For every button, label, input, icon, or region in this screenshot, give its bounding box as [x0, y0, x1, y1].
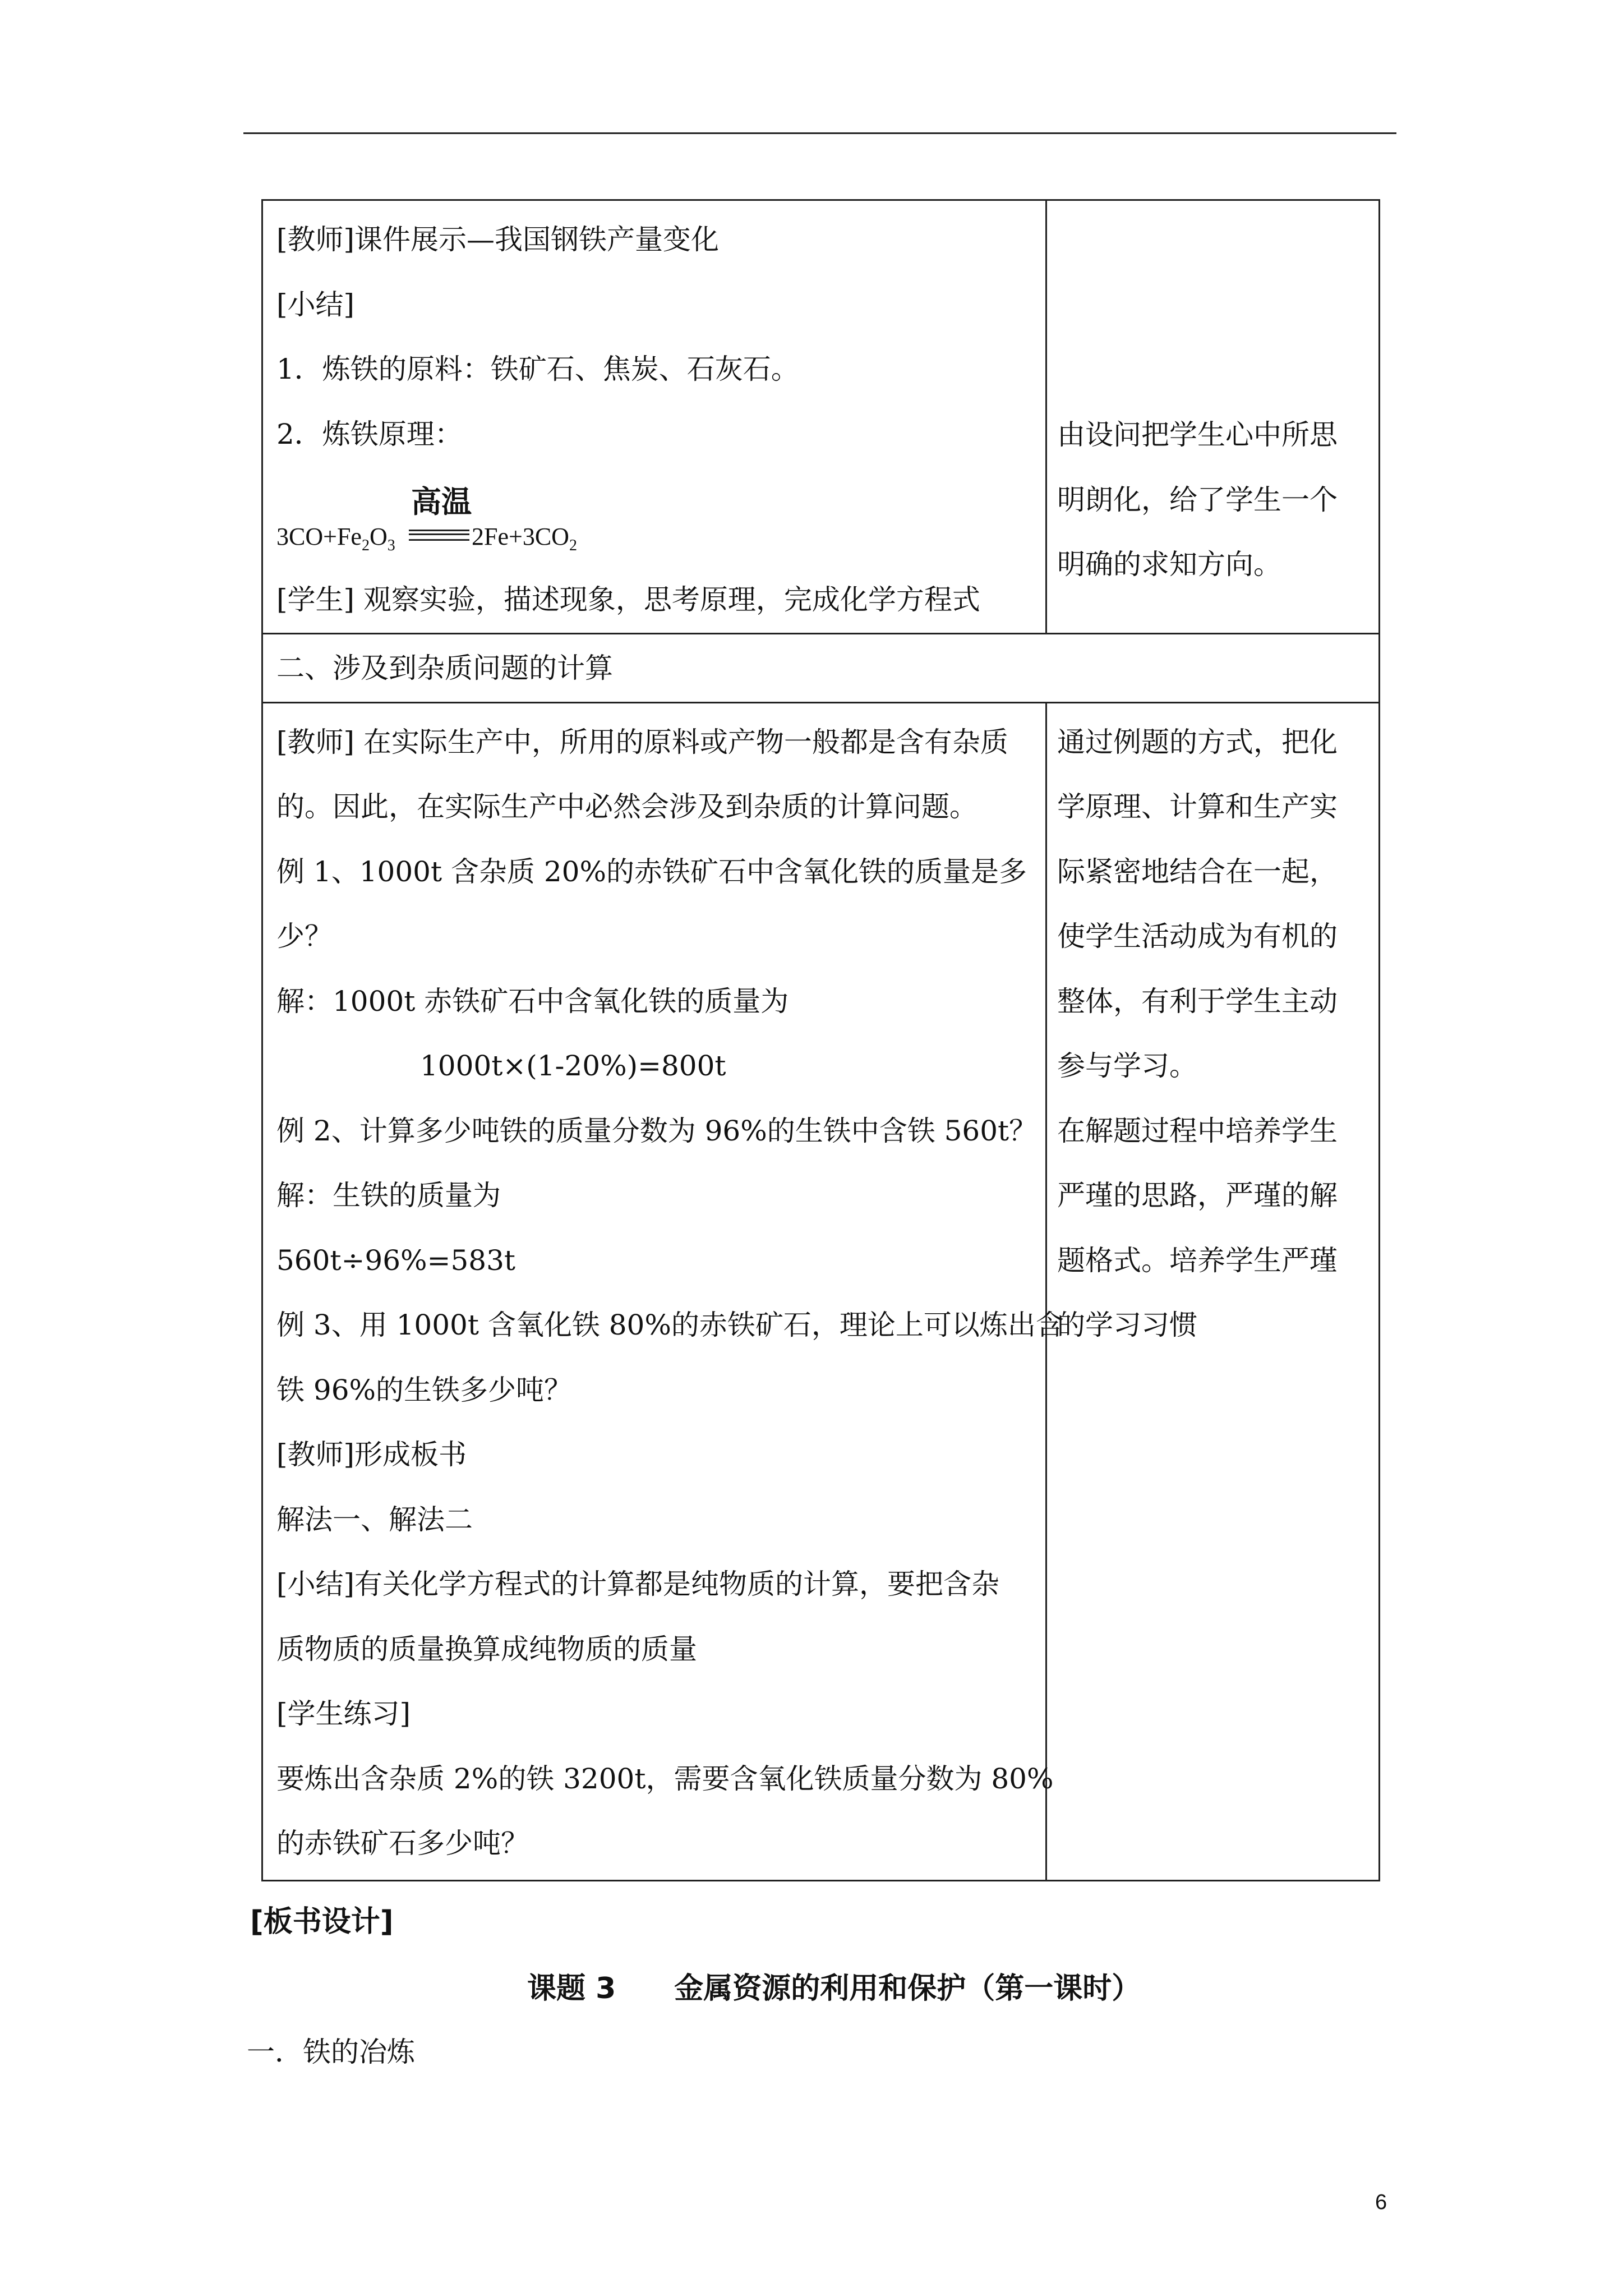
text-line: 解：1000t 赤铁矿石中含氧化铁的质量为 [276, 984, 789, 1018]
table-cell-left [262, 702, 1064, 1880]
note-line: 的学习习惯 [1057, 1309, 1197, 1341]
calculation-line: 560t÷96%=583t [276, 1244, 515, 1277]
text-line: 的赤铁矿石多少吨？ [276, 1827, 529, 1860]
table-row [262, 200, 1380, 634]
note-line: 明确的求知方向。 [1057, 548, 1281, 581]
text-line: 解：生铁的质量为 [276, 1179, 501, 1212]
text-line: [教师] 在实际生产中，所用的原料或产物一般都是含有杂质 [276, 725, 1008, 758]
note-line: 严瑾的思路，严瑾的解 [1057, 1179, 1338, 1212]
text-line: 少？ [276, 920, 333, 953]
text-line: 例 3、用 1000t 含氧化铁 80%的赤铁矿石，理论上可以炼出含 [276, 1309, 1064, 1341]
text-line: 质物质的质量换算成纯物质的质量 [276, 1632, 697, 1665]
text-line: 的。因此，在实际生产中必然会涉及到杂质的计算问题。 [276, 790, 978, 823]
equation-products: $2Fe+3CO_2$ [472, 523, 577, 554]
text-line: 1．炼铁的原料：铁矿石、焦炭、石灰石。 [276, 353, 799, 385]
reaction-condition: 高温 [411, 484, 472, 519]
section-cell [262, 633, 1380, 702]
outline-item: 一．铁的冶炼 [247, 2036, 415, 2068]
equals-sign [409, 530, 469, 541]
chemical-equation [276, 467, 1032, 568]
lesson-title: 课题 3 金属资源的利用和保护（第一课时） [527, 1972, 1141, 2005]
text-line: [小结] [276, 288, 355, 321]
text-line: [学生练习] [276, 1697, 411, 1730]
note-line: 学原理、计算和生产实 [1057, 790, 1338, 823]
note-line: 题格式。培养学生严瑾 [1057, 1244, 1338, 1277]
text-line: 2．炼铁原理： [276, 417, 463, 450]
table-row [262, 702, 1380, 1880]
text-line: 例 2、计算多少吨铁的质量分数为 96%的生铁中含铁 560t？ [276, 1114, 1038, 1147]
text-line: [教师]形成板书 [276, 1438, 467, 1471]
table-cell-right [1046, 702, 1380, 1880]
note-line: 由设问把学生心中所思 [1057, 418, 1338, 451]
page-number: 6 [1375, 2191, 1387, 2214]
text-line: [学生] 观察实验，描述现象，思考原理，完成化学方程式 [276, 583, 980, 616]
text-line: 例 1、1000t 含杂质 20%的赤铁矿石中含氧化铁的质量是多 [276, 855, 1027, 888]
table-cell-left [262, 200, 1046, 634]
text-line: 铁 96%的生铁多少吨？ [276, 1373, 573, 1406]
note-line: 通过例题的方式，把化 [1057, 725, 1338, 758]
note-line: 在解题过程中培养学生 [1057, 1114, 1338, 1147]
note-line: 际紧密地结合在一起， [1057, 855, 1338, 888]
lesson-table [261, 199, 1380, 1881]
equation-reactants: $3CO+Fe_2O_3$ [276, 523, 395, 554]
text-line: [教师]课件展示—我国钢铁产量变化 [276, 223, 720, 256]
text-line: 要炼出含杂质 2%的铁 3200t，需要含氧化铁质量分数为 80% [276, 1762, 1054, 1795]
board-design-label: [板书设计] [250, 1905, 394, 1939]
table-row [262, 633, 1380, 702]
note-line: 明朗化，给了学生一个 [1057, 483, 1338, 516]
text-line: [小结]有关化学方程式的计算都是纯物质的计算，要把含杂 [276, 1568, 1000, 1600]
note-line: 参与学习。 [1057, 1050, 1197, 1082]
note-line: 整体，有利于学生主动 [1057, 984, 1338, 1018]
text-line: 解法一、解法二 [276, 1503, 473, 1536]
section-title: 二、涉及到杂质问题的计算 [276, 651, 613, 684]
note-line: 使学生活动成为有机的 [1057, 920, 1338, 953]
calculation-line: 1000t×(1-20%)=800t [420, 1050, 726, 1082]
table-cell-right [1046, 200, 1380, 634]
header-rule [243, 132, 1396, 134]
